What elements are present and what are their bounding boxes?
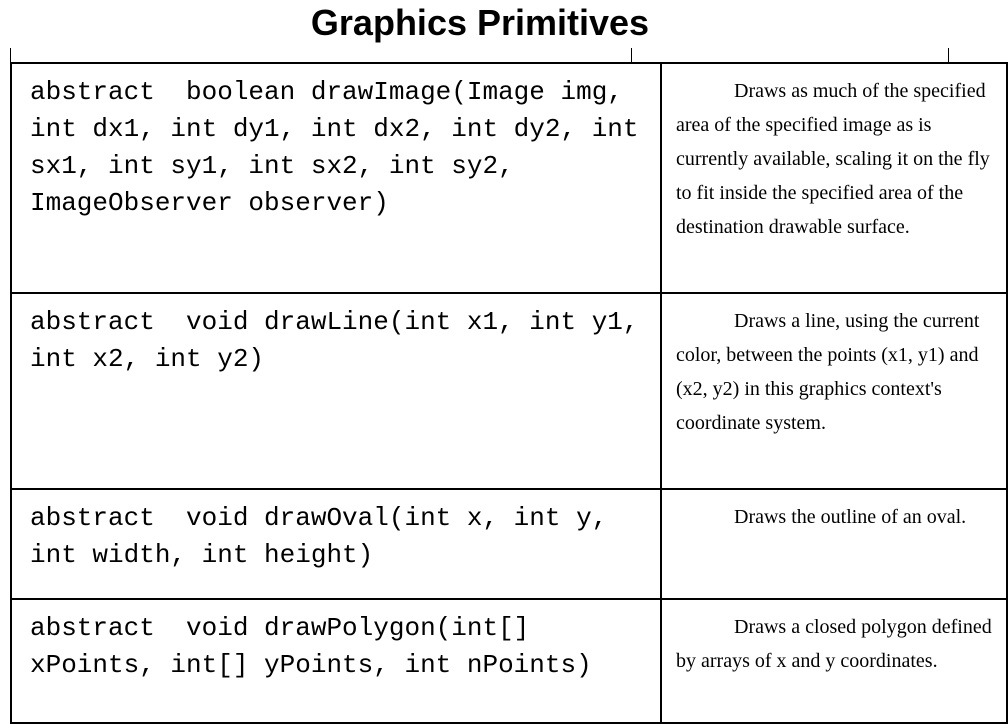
frame-tick-right	[948, 48, 949, 62]
method-description: Draws a closed polygon defined by arrays of x and y coordinates.	[661, 599, 1007, 723]
table-row	[11, 293, 1007, 489]
slide-title: Graphics Primitives	[310, 2, 650, 43]
method-signature: abstract void drawLine(int x1, int y1, int x2, int y2)	[11, 293, 661, 489]
table-row	[11, 489, 1007, 599]
method-signature: abstract void drawOval(int x, int y, int width, int height)	[11, 489, 661, 599]
method-signature: abstract void drawPolygon(int[] xPoints, int[] yPoints, int nPoints)	[11, 599, 661, 723]
method-signature: abstract boolean drawImage(Image img, int dx1, int dy1, int dx2, int dy2, int sx1, int sy1, int sx2, int sy2, ImageObserver observer)	[11, 63, 661, 293]
table-row	[11, 599, 1007, 723]
frame-tick-left	[10, 48, 11, 62]
table-row	[11, 63, 1007, 293]
frame-tick-middle	[631, 48, 632, 62]
method-description: Draws a line, using the current color, between the points (x1, y1) and (x2, y2) in this graphics context's coordinate system.	[661, 293, 1007, 489]
method-description: Draws as much of the specified area of the specified image as is currently available, scaling it on the fly to fit inside the specified area of the destination drawable surface.	[661, 63, 1007, 293]
primitives-table	[10, 62, 1008, 724]
method-description: Draws the outline of an oval.	[661, 489, 1007, 599]
